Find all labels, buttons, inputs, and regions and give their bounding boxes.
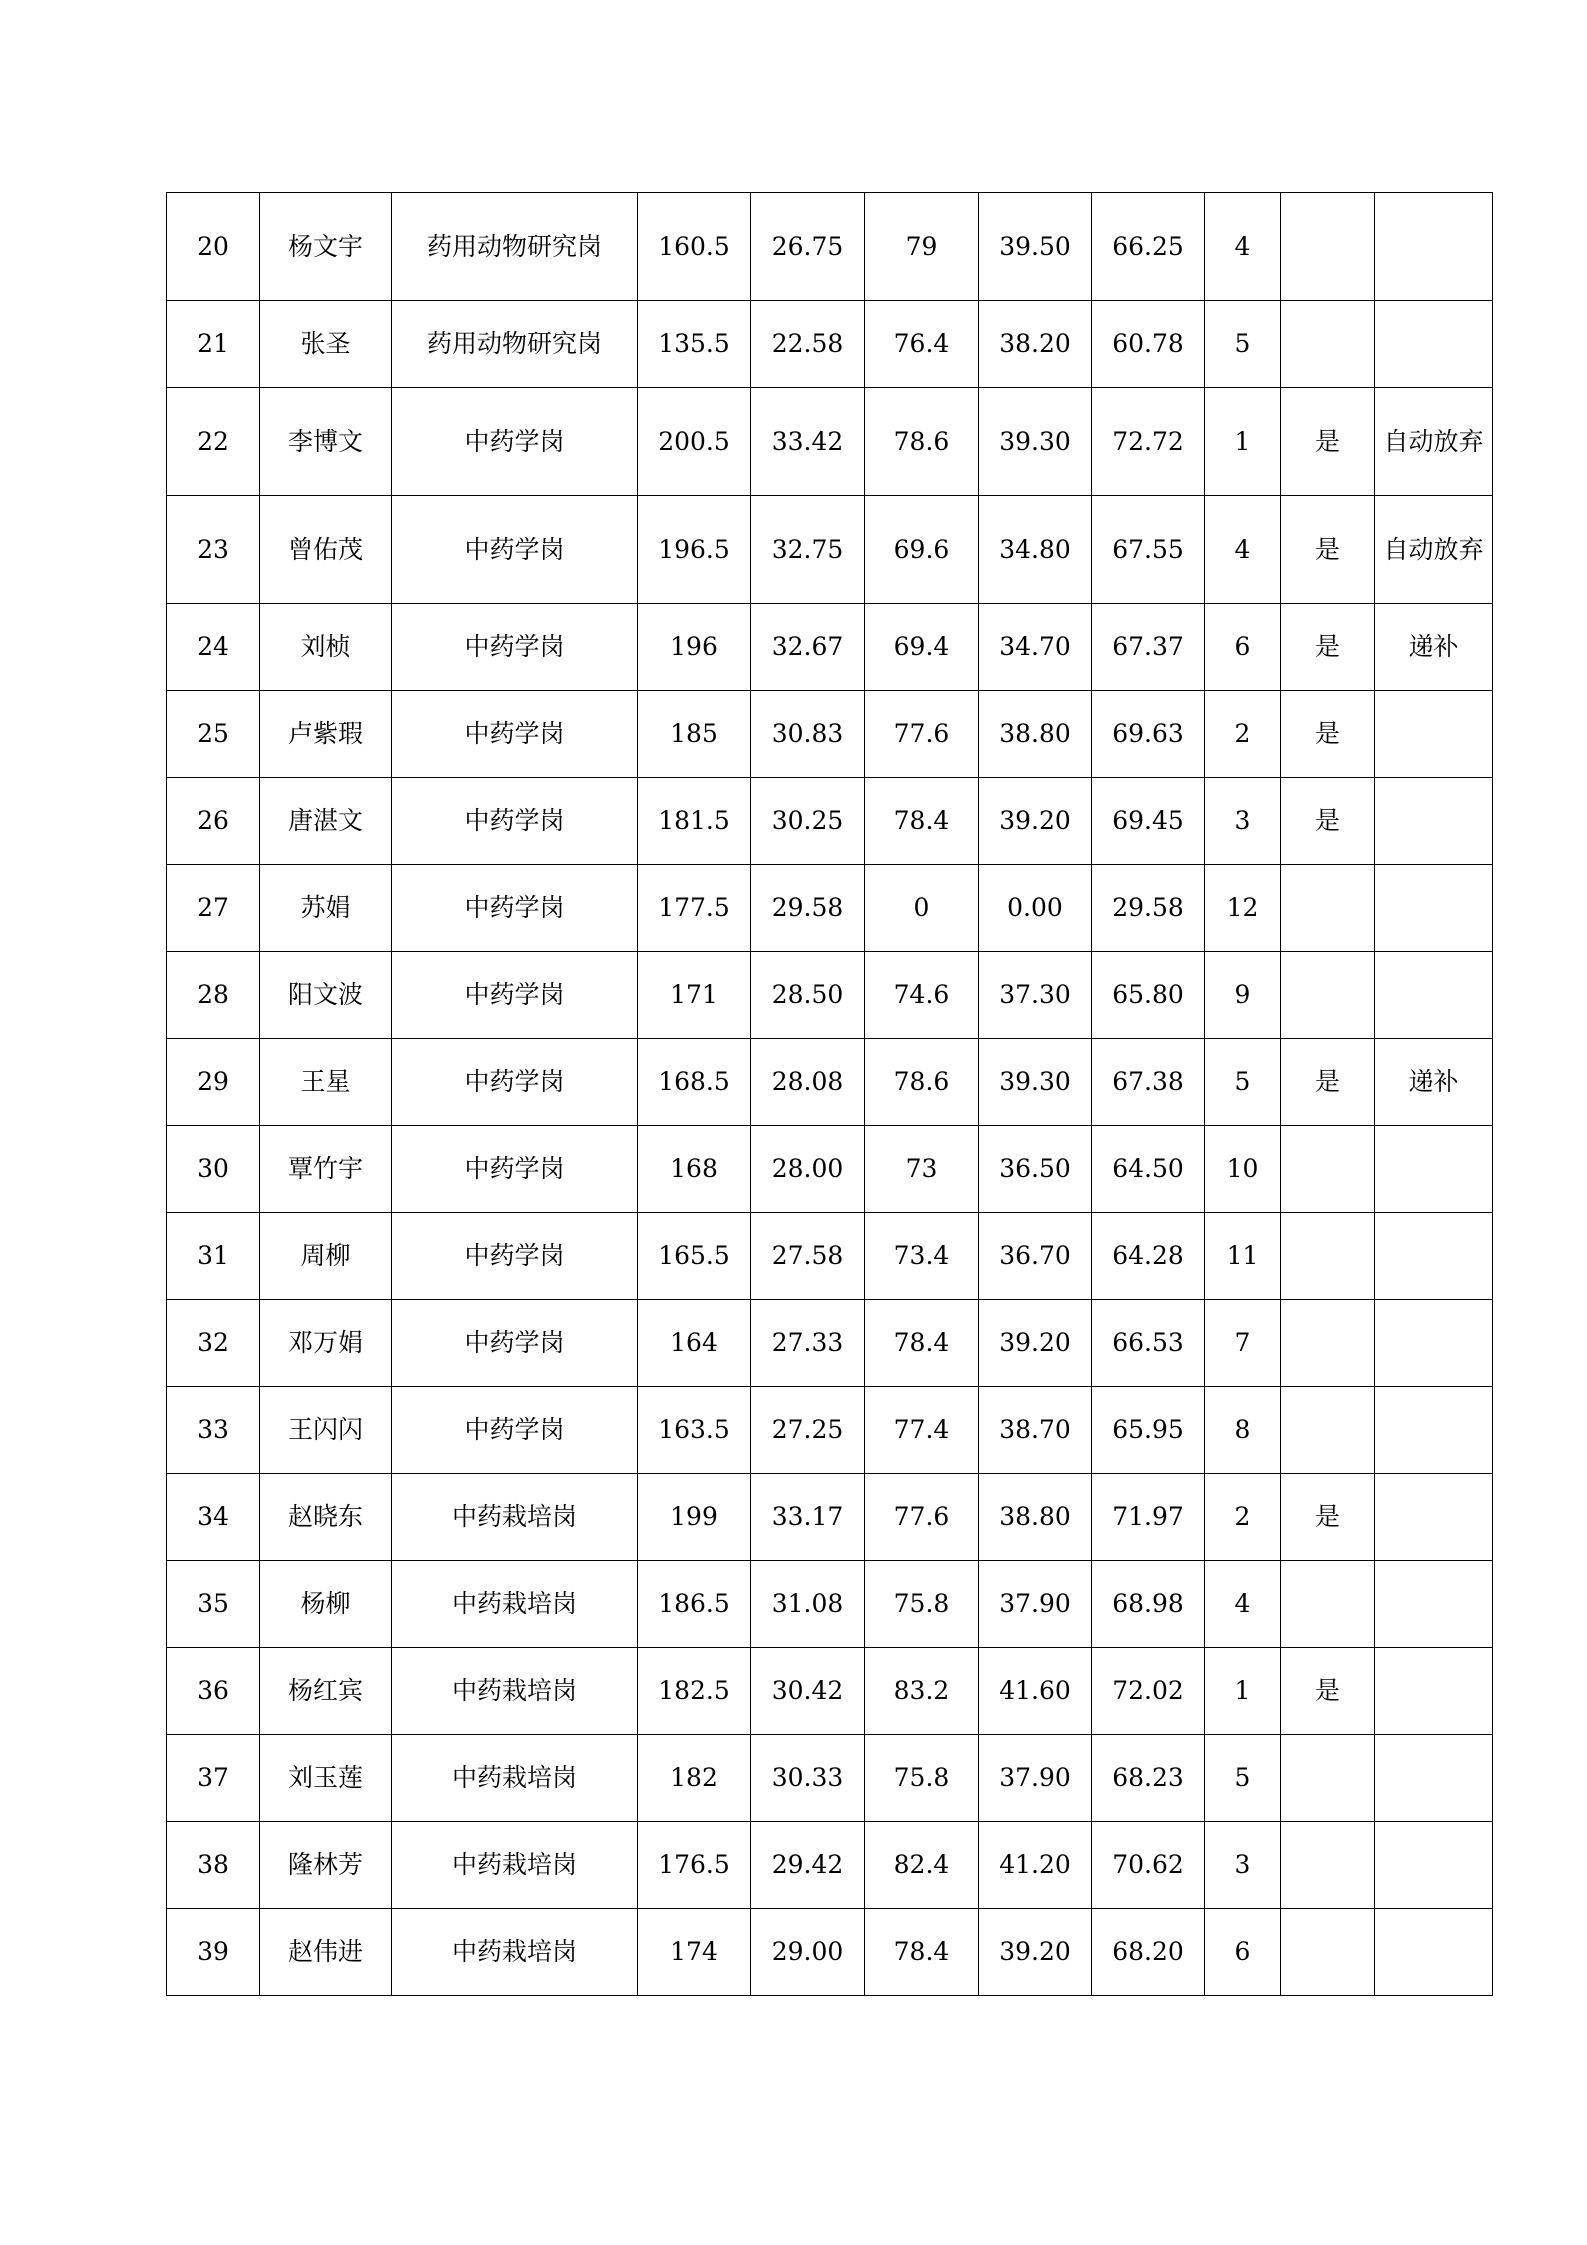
cell-rank: 3 (1205, 778, 1281, 865)
cell-no: 31 (167, 1213, 260, 1300)
table-row (167, 1735, 1493, 1822)
cell-total-score: 72.72 (1092, 388, 1205, 496)
cell-total-score: 68.23 (1092, 1735, 1205, 1822)
cell-interview-score: 78.4 (865, 778, 979, 865)
cell-name: 卢紫瑕 (260, 691, 392, 778)
cell-exam-flag (1281, 193, 1375, 301)
cell-rank: 1 (1205, 1648, 1281, 1735)
cell-written-score: 182 (638, 1735, 751, 1822)
cell-written-weighted: 30.83 (751, 691, 865, 778)
cell-no: 32 (167, 1300, 260, 1387)
cell-post: 中药学岗 (392, 1039, 638, 1126)
cell-interview-score: 73 (865, 1126, 979, 1213)
cell-note (1375, 1735, 1493, 1822)
cell-written-score: 177.5 (638, 865, 751, 952)
cell-post: 中药学岗 (392, 388, 638, 496)
cell-interview-weighted: 41.20 (979, 1822, 1092, 1909)
cell-written-weighted: 31.08 (751, 1561, 865, 1648)
cell-exam-flag (1281, 1300, 1375, 1387)
cell-note (1375, 952, 1493, 1039)
cell-interview-score: 76.4 (865, 301, 979, 388)
cell-exam-flag: 是 (1281, 1648, 1375, 1735)
cell-interview-score: 75.8 (865, 1735, 979, 1822)
cell-interview-weighted: 41.60 (979, 1648, 1092, 1735)
cell-post: 药用动物研究岗 (392, 193, 638, 301)
cell-written-score: 181.5 (638, 778, 751, 865)
cell-interview-weighted: 36.50 (979, 1126, 1092, 1213)
cell-note (1375, 1648, 1493, 1735)
cell-total-score: 69.63 (1092, 691, 1205, 778)
cell-written-weighted: 29.58 (751, 865, 865, 952)
cell-post: 药用动物研究岗 (392, 301, 638, 388)
cell-rank: 3 (1205, 1822, 1281, 1909)
cell-name: 阳文波 (260, 952, 392, 1039)
cell-written-score: 135.5 (638, 301, 751, 388)
cell-interview-weighted: 0.00 (979, 865, 1092, 952)
cell-no: 21 (167, 301, 260, 388)
cell-exam-flag: 是 (1281, 1039, 1375, 1126)
cell-post: 中药学岗 (392, 691, 638, 778)
cell-name: 刘桢 (260, 604, 392, 691)
cell-interview-score: 78.4 (865, 1909, 979, 1996)
cell-post: 中药栽培岗 (392, 1822, 638, 1909)
cell-no: 39 (167, 1909, 260, 1996)
cell-note (1375, 1909, 1493, 1996)
cell-no: 35 (167, 1561, 260, 1648)
cell-written-weighted: 32.67 (751, 604, 865, 691)
cell-written-score: 171 (638, 952, 751, 1039)
cell-name: 杨文宇 (260, 193, 392, 301)
table-row (167, 1126, 1493, 1213)
cell-total-score: 29.58 (1092, 865, 1205, 952)
cell-no: 30 (167, 1126, 260, 1213)
cell-no: 22 (167, 388, 260, 496)
cell-no: 29 (167, 1039, 260, 1126)
cell-interview-weighted: 38.20 (979, 301, 1092, 388)
table-row (167, 301, 1493, 388)
cell-name: 李博文 (260, 388, 392, 496)
cell-total-score: 66.25 (1092, 193, 1205, 301)
cell-interview-score: 78.6 (865, 388, 979, 496)
cell-interview-weighted: 38.70 (979, 1387, 1092, 1474)
cell-written-score: 196.5 (638, 496, 751, 604)
cell-written-weighted: 22.58 (751, 301, 865, 388)
cell-note (1375, 1213, 1493, 1300)
cell-interview-weighted: 38.80 (979, 691, 1092, 778)
cell-post: 中药学岗 (392, 1387, 638, 1474)
cell-total-score: 65.80 (1092, 952, 1205, 1039)
cell-rank: 8 (1205, 1387, 1281, 1474)
cell-rank: 6 (1205, 1909, 1281, 1996)
cell-written-weighted: 30.33 (751, 1735, 865, 1822)
cell-rank: 4 (1205, 193, 1281, 301)
cell-total-score: 67.37 (1092, 604, 1205, 691)
cell-rank: 2 (1205, 1474, 1281, 1561)
cell-post: 中药学岗 (392, 778, 638, 865)
cell-written-weighted: 26.75 (751, 193, 865, 301)
cell-note (1375, 691, 1493, 778)
cell-name: 刘玉莲 (260, 1735, 392, 1822)
cell-name: 赵伟进 (260, 1909, 392, 1996)
cell-interview-score: 78.4 (865, 1300, 979, 1387)
cell-written-weighted: 30.42 (751, 1648, 865, 1735)
cell-no: 36 (167, 1648, 260, 1735)
cell-interview-weighted: 37.30 (979, 952, 1092, 1039)
cell-total-score: 72.02 (1092, 1648, 1205, 1735)
cell-total-score: 67.55 (1092, 496, 1205, 604)
cell-total-score: 60.78 (1092, 301, 1205, 388)
cell-interview-score: 74.6 (865, 952, 979, 1039)
cell-no: 27 (167, 865, 260, 952)
cell-interview-score: 78.6 (865, 1039, 979, 1126)
cell-note (1375, 193, 1493, 301)
cell-exam-flag (1281, 952, 1375, 1039)
table-row (167, 1648, 1493, 1735)
cell-written-score: 185 (638, 691, 751, 778)
cell-total-score: 71.97 (1092, 1474, 1205, 1561)
cell-written-weighted: 29.00 (751, 1909, 865, 1996)
cell-written-weighted: 28.00 (751, 1126, 865, 1213)
cell-post: 中药学岗 (392, 1300, 638, 1387)
cell-rank: 6 (1205, 604, 1281, 691)
cell-note (1375, 1126, 1493, 1213)
cell-name: 邓万娟 (260, 1300, 392, 1387)
results-table-container (166, 192, 1493, 1996)
cell-written-weighted: 33.42 (751, 388, 865, 496)
cell-no: 23 (167, 496, 260, 604)
cell-total-score: 68.20 (1092, 1909, 1205, 1996)
cell-interview-score: 83.2 (865, 1648, 979, 1735)
cell-rank: 4 (1205, 1561, 1281, 1648)
cell-exam-flag: 是 (1281, 496, 1375, 604)
cell-note (1375, 778, 1493, 865)
cell-rank: 1 (1205, 388, 1281, 496)
cell-interview-score: 79 (865, 193, 979, 301)
cell-name: 覃竹宇 (260, 1126, 392, 1213)
cell-name: 王闪闪 (260, 1387, 392, 1474)
cell-no: 28 (167, 952, 260, 1039)
cell-rank: 11 (1205, 1213, 1281, 1300)
cell-note (1375, 1387, 1493, 1474)
cell-written-score: 165.5 (638, 1213, 751, 1300)
cell-interview-weighted: 37.90 (979, 1735, 1092, 1822)
cell-post: 中药学岗 (392, 1213, 638, 1300)
cell-interview-weighted: 34.80 (979, 496, 1092, 604)
cell-interview-weighted: 39.20 (979, 1300, 1092, 1387)
cell-rank: 7 (1205, 1300, 1281, 1387)
cell-written-score: 182.5 (638, 1648, 751, 1735)
cell-no: 24 (167, 604, 260, 691)
cell-interview-weighted: 39.20 (979, 778, 1092, 865)
table-row (167, 496, 1493, 604)
table-row (167, 1039, 1493, 1126)
table-row (167, 1474, 1493, 1561)
cell-post: 中药学岗 (392, 604, 638, 691)
cell-rank: 9 (1205, 952, 1281, 1039)
cell-interview-weighted: 39.20 (979, 1909, 1092, 1996)
cell-name: 周柳 (260, 1213, 392, 1300)
cell-name: 杨红宾 (260, 1648, 392, 1735)
cell-total-score: 65.95 (1092, 1387, 1205, 1474)
results-table (166, 192, 1493, 1996)
cell-no: 38 (167, 1822, 260, 1909)
table-row (167, 1213, 1493, 1300)
cell-total-score: 64.50 (1092, 1126, 1205, 1213)
cell-total-score: 68.98 (1092, 1561, 1205, 1648)
cell-note (1375, 865, 1493, 952)
cell-written-score: 196 (638, 604, 751, 691)
cell-interview-score: 69.6 (865, 496, 979, 604)
cell-written-score: 160.5 (638, 193, 751, 301)
cell-written-score: 200.5 (638, 388, 751, 496)
cell-total-score: 69.45 (1092, 778, 1205, 865)
cell-interview-weighted: 39.30 (979, 1039, 1092, 1126)
cell-post: 中药学岗 (392, 952, 638, 1039)
cell-rank: 12 (1205, 865, 1281, 952)
cell-interview-weighted: 34.70 (979, 604, 1092, 691)
table-row (167, 193, 1493, 301)
cell-name: 王星 (260, 1039, 392, 1126)
table-row (167, 1822, 1493, 1909)
cell-total-score: 70.62 (1092, 1822, 1205, 1909)
cell-exam-flag: 是 (1281, 1474, 1375, 1561)
table-row (167, 1561, 1493, 1648)
cell-written-score: 168 (638, 1126, 751, 1213)
cell-rank: 5 (1205, 1735, 1281, 1822)
cell-exam-flag: 是 (1281, 388, 1375, 496)
cell-exam-flag (1281, 301, 1375, 388)
cell-note (1375, 1822, 1493, 1909)
cell-exam-flag (1281, 1126, 1375, 1213)
table-row (167, 691, 1493, 778)
cell-exam-flag (1281, 1909, 1375, 1996)
cell-written-weighted: 32.75 (751, 496, 865, 604)
cell-no: 33 (167, 1387, 260, 1474)
cell-written-weighted: 28.08 (751, 1039, 865, 1126)
table-row (167, 388, 1493, 496)
cell-post: 中药栽培岗 (392, 1648, 638, 1735)
cell-interview-weighted: 37.90 (979, 1561, 1092, 1648)
cell-no: 26 (167, 778, 260, 865)
cell-note: 自动放弃 (1375, 496, 1493, 604)
cell-interview-score: 82.4 (865, 1822, 979, 1909)
cell-interview-score: 69.4 (865, 604, 979, 691)
cell-total-score: 64.28 (1092, 1213, 1205, 1300)
cell-exam-flag (1281, 1387, 1375, 1474)
cell-note: 递补 (1375, 1039, 1493, 1126)
cell-written-weighted: 29.42 (751, 1822, 865, 1909)
cell-written-weighted: 33.17 (751, 1474, 865, 1561)
cell-interview-weighted: 38.80 (979, 1474, 1092, 1561)
cell-post: 中药学岗 (392, 1126, 638, 1213)
cell-post: 中药学岗 (392, 496, 638, 604)
cell-interview-score: 75.8 (865, 1561, 979, 1648)
cell-interview-weighted: 39.30 (979, 388, 1092, 496)
cell-post: 中药栽培岗 (392, 1474, 638, 1561)
cell-interview-score: 73.4 (865, 1213, 979, 1300)
table-row (167, 778, 1493, 865)
cell-written-score: 168.5 (638, 1039, 751, 1126)
cell-rank: 10 (1205, 1126, 1281, 1213)
cell-note (1375, 1300, 1493, 1387)
cell-written-score: 176.5 (638, 1822, 751, 1909)
cell-interview-score: 77.4 (865, 1387, 979, 1474)
cell-written-weighted: 30.25 (751, 778, 865, 865)
cell-exam-flag: 是 (1281, 778, 1375, 865)
cell-exam-flag: 是 (1281, 604, 1375, 691)
cell-written-weighted: 27.25 (751, 1387, 865, 1474)
cell-exam-flag (1281, 865, 1375, 952)
cell-written-score: 164 (638, 1300, 751, 1387)
cell-name: 唐湛文 (260, 778, 392, 865)
cell-name: 张圣 (260, 301, 392, 388)
cell-name: 隆林芳 (260, 1822, 392, 1909)
cell-note (1375, 301, 1493, 388)
table-row (167, 1300, 1493, 1387)
cell-post: 中药栽培岗 (392, 1909, 638, 1996)
cell-no: 34 (167, 1474, 260, 1561)
cell-name: 赵晓东 (260, 1474, 392, 1561)
cell-written-score: 186.5 (638, 1561, 751, 1648)
cell-total-score: 67.38 (1092, 1039, 1205, 1126)
cell-interview-score: 77.6 (865, 1474, 979, 1561)
table-row (167, 1909, 1493, 1996)
cell-post: 中药栽培岗 (392, 1735, 638, 1822)
table-row (167, 604, 1493, 691)
cell-total-score: 66.53 (1092, 1300, 1205, 1387)
cell-name: 曾佑茂 (260, 496, 392, 604)
cell-note: 自动放弃 (1375, 388, 1493, 496)
cell-written-weighted: 28.50 (751, 952, 865, 1039)
cell-written-score: 174 (638, 1909, 751, 1996)
cell-interview-score: 77.6 (865, 691, 979, 778)
cell-written-weighted: 27.33 (751, 1300, 865, 1387)
cell-written-score: 163.5 (638, 1387, 751, 1474)
cell-no: 37 (167, 1735, 260, 1822)
table-row (167, 1387, 1493, 1474)
cell-rank: 5 (1205, 301, 1281, 388)
cell-interview-weighted: 36.70 (979, 1213, 1092, 1300)
cell-exam-flag (1281, 1735, 1375, 1822)
cell-note (1375, 1474, 1493, 1561)
cell-name: 杨柳 (260, 1561, 392, 1648)
cell-rank: 4 (1205, 496, 1281, 604)
cell-exam-flag: 是 (1281, 691, 1375, 778)
cell-note: 递补 (1375, 604, 1493, 691)
table-body (167, 193, 1493, 1996)
cell-post: 中药栽培岗 (392, 1561, 638, 1648)
cell-exam-flag (1281, 1822, 1375, 1909)
cell-written-weighted: 27.58 (751, 1213, 865, 1300)
cell-interview-score: 0 (865, 865, 979, 952)
cell-rank: 5 (1205, 1039, 1281, 1126)
cell-no: 25 (167, 691, 260, 778)
cell-interview-weighted: 39.50 (979, 193, 1092, 301)
cell-no: 20 (167, 193, 260, 301)
cell-exam-flag (1281, 1213, 1375, 1300)
cell-exam-flag (1281, 1561, 1375, 1648)
table-row (167, 865, 1493, 952)
cell-note (1375, 1561, 1493, 1648)
table-row (167, 952, 1493, 1039)
cell-name: 苏娟 (260, 865, 392, 952)
cell-rank: 2 (1205, 691, 1281, 778)
cell-post: 中药学岗 (392, 865, 638, 952)
cell-written-score: 199 (638, 1474, 751, 1561)
